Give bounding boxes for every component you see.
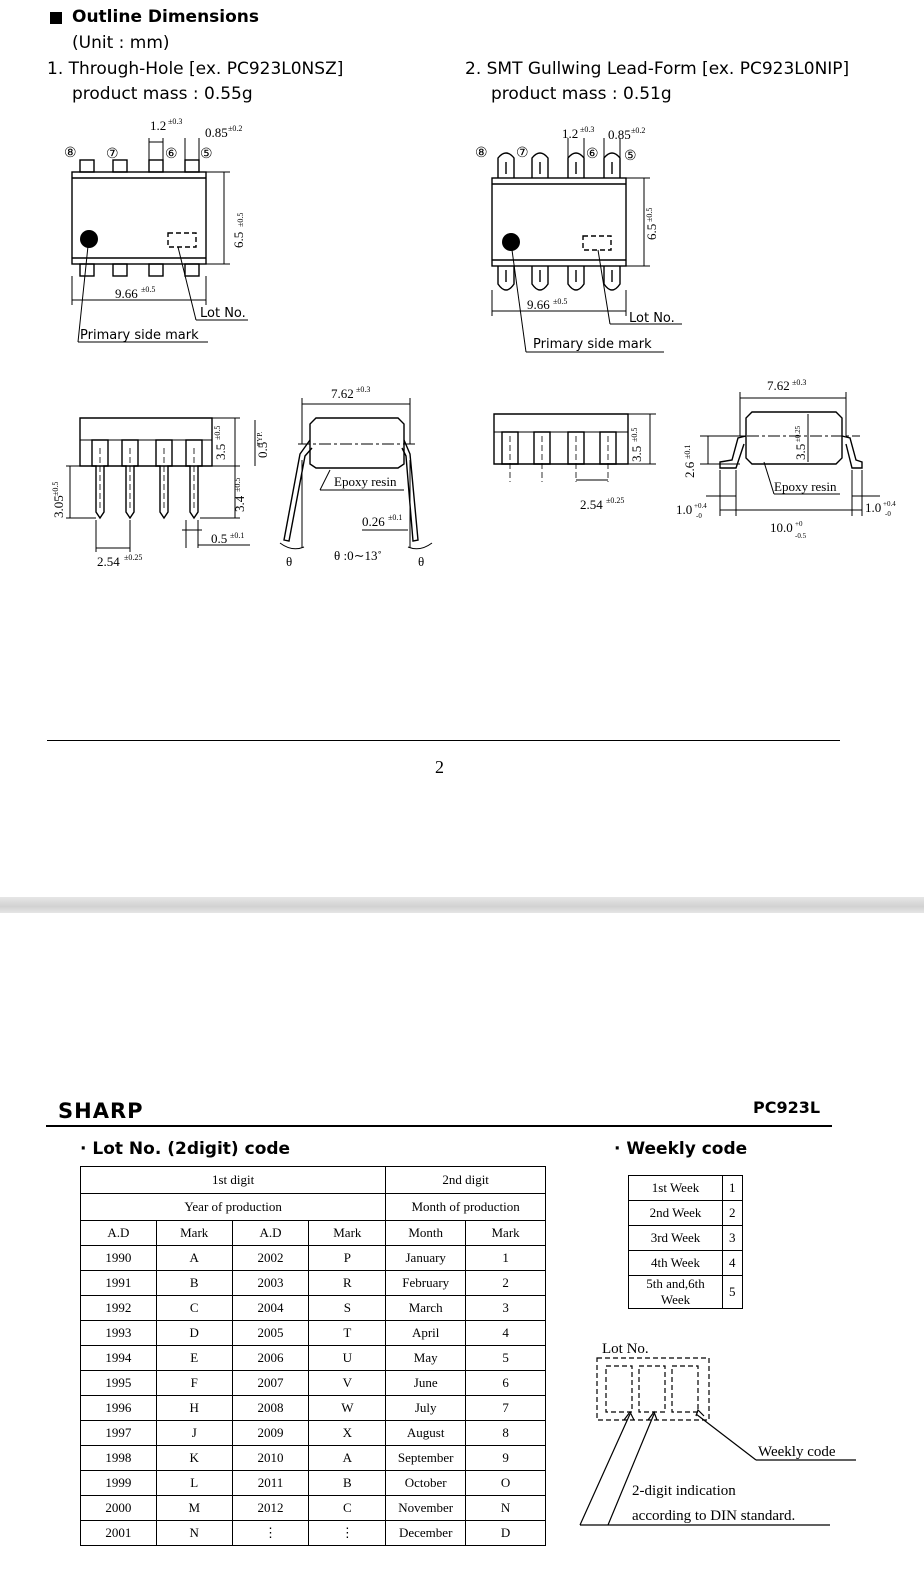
svg-text:3.05: 3.05: [51, 495, 66, 518]
table-cell: 2009: [232, 1421, 309, 1446]
table-cell: D: [156, 1321, 232, 1346]
table-cell: 5: [466, 1346, 546, 1371]
table-cell: 2008: [232, 1396, 309, 1421]
fig1-mass: product mass : 0.55g: [72, 84, 253, 104]
fig1-title: 1. Through-Hole [ex. PC923L0NSZ]: [47, 59, 344, 79]
fig1-top-view: [55, 112, 285, 352]
svg-text:Weekly code: Weekly code: [758, 1444, 836, 1460]
svg-text:θ: θ: [418, 554, 425, 569]
header-month: Month of production: [386, 1194, 546, 1221]
table-cell: 2011: [232, 1471, 309, 1496]
week-code: 3: [723, 1226, 743, 1251]
svg-text:3.4: 3.4: [232, 495, 247, 512]
header-rule: [46, 1125, 832, 1127]
weekly-code-title: · Weekly code: [614, 1139, 748, 1159]
table-cell: 3: [466, 1296, 546, 1321]
table-cell: March: [386, 1296, 466, 1321]
table-cell: A: [309, 1446, 386, 1471]
table-row: [629, 1226, 743, 1251]
svg-text:2.54: 2.54: [97, 554, 120, 569]
weekly-code-table: [628, 1175, 743, 1309]
table-cell: E: [156, 1346, 232, 1371]
table-cell: N: [156, 1521, 232, 1546]
fig2-side-view: [485, 400, 665, 520]
table-cell: 2000: [81, 1496, 157, 1521]
svg-text:±0.5: ±0.5: [213, 425, 222, 440]
col-header: A.D: [81, 1221, 157, 1246]
svg-text:3.5: 3.5: [213, 443, 228, 460]
svg-text:2-digit indication: 2-digit indication: [632, 1483, 736, 1499]
svg-text:⑦: ⑦: [516, 146, 529, 161]
table-cell: September: [386, 1446, 466, 1471]
table-row: [81, 1321, 546, 1346]
svg-text:Epoxy resin: Epoxy resin: [334, 474, 397, 489]
table-cell: 1997: [81, 1421, 157, 1446]
table-cell: 1991: [81, 1271, 157, 1296]
table-cell: July: [386, 1396, 466, 1421]
table-cell: 1990: [81, 1246, 157, 1271]
section-title: Outline Dimensions: [72, 7, 260, 27]
week-code: 4: [723, 1251, 743, 1276]
brand-logo: SHARP: [58, 1099, 144, 1123]
table-cell: T: [309, 1321, 386, 1346]
table-cell: 1994: [81, 1346, 157, 1371]
svg-text:±0.5: ±0.5: [630, 427, 639, 442]
table-cell: R: [309, 1271, 386, 1296]
table-row: [81, 1246, 546, 1271]
table-cell: May: [386, 1346, 466, 1371]
svg-text:Lot No.: Lot No.: [200, 306, 246, 321]
header-year: Year of production: [81, 1194, 386, 1221]
table-cell: 7: [466, 1396, 546, 1421]
table-cell: November: [386, 1496, 466, 1521]
week-code: 1: [723, 1176, 743, 1201]
table-cell: 8: [466, 1421, 546, 1446]
table-cell: K: [156, 1446, 232, 1471]
svg-text:±0.5: ±0.5: [51, 481, 60, 496]
svg-text:3.5: 3.5: [793, 443, 808, 460]
svg-text:+0.4: +0.4: [883, 500, 896, 508]
table-cell: 1998: [81, 1446, 157, 1471]
svg-text:3.5: 3.5: [629, 445, 644, 462]
table-row: [629, 1276, 743, 1309]
fig2-end-view: [670, 375, 915, 545]
table-cell: 1992: [81, 1296, 157, 1321]
table-cell: 2007: [232, 1371, 309, 1396]
col-header: Mark: [156, 1221, 232, 1246]
page-number: 2: [435, 757, 444, 777]
table-cell: 4: [466, 1321, 546, 1346]
svg-text:9.66: 9.66: [115, 286, 138, 301]
week-label: 1st Week: [629, 1176, 723, 1201]
table-cell: C: [309, 1496, 386, 1521]
table-cell: February: [386, 1271, 466, 1296]
table-cell: V: [309, 1371, 386, 1396]
svg-text:according to DIN standard.: according to DIN standard.: [632, 1508, 796, 1524]
col-header: Mark: [466, 1221, 546, 1246]
svg-text:7.62: 7.62: [331, 386, 354, 401]
table-cell: U: [309, 1346, 386, 1371]
svg-text:θ :0∼13˚: θ :0∼13˚: [334, 548, 382, 563]
svg-text:±0.25: ±0.25: [124, 553, 143, 562]
svg-text:⑤: ⑤: [200, 147, 213, 162]
fig2-top-view: [470, 112, 695, 362]
svg-text:0.85: 0.85: [205, 125, 228, 140]
svg-text:θ: θ: [286, 554, 293, 569]
svg-text:±0.2: ±0.2: [228, 124, 243, 133]
table-cell: J: [156, 1421, 232, 1446]
table-cell: 2003: [232, 1271, 309, 1296]
svg-text:6.5: 6.5: [644, 223, 659, 240]
week-label: 5th and,6th Week: [629, 1276, 723, 1309]
svg-text:±0.5: ±0.5: [233, 477, 242, 492]
table-cell: August: [386, 1421, 466, 1446]
table-cell: 2010: [232, 1446, 309, 1471]
table-cell: H: [156, 1396, 232, 1421]
table-cell: N: [466, 1496, 546, 1521]
svg-text:±0.1: ±0.1: [683, 444, 692, 459]
table-cell: P: [309, 1246, 386, 1271]
table-cell: 2006: [232, 1346, 309, 1371]
page-2: [0, 913, 924, 1581]
table-cell: June: [386, 1371, 466, 1396]
table-row: [629, 1201, 743, 1226]
footer-rule: [47, 740, 840, 741]
svg-text:⑧: ⑧: [475, 146, 488, 161]
svg-text:0.26: 0.26: [362, 514, 385, 529]
svg-text:⑦: ⑦: [106, 147, 119, 162]
table-cell: 1993: [81, 1321, 157, 1346]
table-cell: S: [309, 1296, 386, 1321]
table-cell: X: [309, 1421, 386, 1446]
table-cell: 1999: [81, 1471, 157, 1496]
svg-text:±0.3: ±0.3: [168, 117, 183, 126]
svg-text:-0: -0: [885, 510, 891, 518]
svg-text:±0.5: ±0.5: [236, 212, 245, 227]
table-row: [81, 1496, 546, 1521]
table-cell: M: [156, 1496, 232, 1521]
svg-text:2.6: 2.6: [682, 461, 697, 478]
svg-text:Epoxy resin: Epoxy resin: [774, 479, 837, 494]
svg-text:±0.25: ±0.25: [794, 425, 802, 442]
table-cell: 1: [466, 1246, 546, 1271]
table-row: [629, 1176, 743, 1201]
svg-text:0.85: 0.85: [608, 127, 631, 142]
table-cell: 2001: [81, 1521, 157, 1546]
svg-text:1.0: 1.0: [865, 500, 882, 515]
svg-text:0.5: 0.5: [255, 441, 270, 458]
table-row: [81, 1271, 546, 1296]
lot-code-table: [80, 1166, 546, 1546]
table-cell: ⋮: [232, 1521, 309, 1546]
svg-text:±0.5: ±0.5: [553, 297, 568, 306]
table-cell: April: [386, 1321, 466, 1346]
table-cell: 1996: [81, 1396, 157, 1421]
table-row: [81, 1396, 546, 1421]
svg-text:±0.25: ±0.25: [606, 496, 625, 505]
primary-mark-dot: [502, 233, 520, 251]
table-row: [81, 1471, 546, 1496]
svg-text:-0.5: -0.5: [795, 532, 807, 540]
table-cell: 2002: [232, 1246, 309, 1271]
page-separator: [0, 897, 924, 913]
unit-label: (Unit : mm): [72, 33, 170, 53]
table-row: [81, 1521, 546, 1546]
svg-text:Lot No.: Lot No.: [629, 311, 675, 326]
table-cell: 1995: [81, 1371, 157, 1396]
fig2-mass: product mass : 0.51g: [491, 84, 672, 104]
lot-code-title: · Lot No. (2digit) code: [80, 1139, 291, 1159]
header-2nd-digit: 2nd digit: [386, 1167, 546, 1194]
table-cell: A: [156, 1246, 232, 1271]
col-header: Mark: [309, 1221, 386, 1246]
table-cell: ⋮: [309, 1521, 386, 1546]
table-cell: C: [156, 1296, 232, 1321]
table-cell: W: [309, 1396, 386, 1421]
table-row: [81, 1421, 546, 1446]
table-cell: B: [309, 1471, 386, 1496]
week-code: 5: [723, 1276, 743, 1309]
table-cell: 2005: [232, 1321, 309, 1346]
svg-text:6.5: 6.5: [231, 231, 246, 248]
part-number: PC923L: [753, 1098, 821, 1117]
table-row: [81, 1346, 546, 1371]
primary-mark-dot: [80, 230, 98, 248]
svg-text:1.0: 1.0: [676, 502, 693, 517]
week-label: 4th Week: [629, 1251, 723, 1276]
svg-text:0.5: 0.5: [211, 531, 228, 546]
svg-text:TYP.: TYP.: [256, 431, 264, 446]
svg-text:+0: +0: [795, 520, 803, 528]
table-cell: 2004: [232, 1296, 309, 1321]
svg-text:Primary side mark: Primary side mark: [533, 337, 652, 352]
table-cell: O: [466, 1471, 546, 1496]
table-cell: 9: [466, 1446, 546, 1471]
fig1-end-view: [270, 380, 445, 575]
table-row: [81, 1446, 546, 1471]
svg-text:⑥: ⑥: [165, 147, 178, 162]
svg-text:⑥: ⑥: [586, 147, 599, 162]
lot-number-diagram: [570, 1333, 870, 1533]
table-row: [81, 1296, 546, 1321]
svg-text:⑤: ⑤: [624, 149, 637, 164]
week-label: 2nd Week: [629, 1201, 723, 1226]
svg-text:2.54: 2.54: [580, 497, 603, 512]
table-cell: December: [386, 1521, 466, 1546]
svg-text:±0.1: ±0.1: [388, 513, 403, 522]
svg-text:±0.1: ±0.1: [230, 531, 245, 540]
header-1st-digit: 1st digit: [81, 1167, 386, 1194]
col-header: Month: [386, 1221, 466, 1246]
table-cell: 6: [466, 1371, 546, 1396]
table-row: [629, 1251, 743, 1276]
table-cell: January: [386, 1246, 466, 1271]
section-bullet-icon: [50, 12, 62, 24]
svg-text:±0.3: ±0.3: [580, 125, 595, 134]
svg-text:±0.2: ±0.2: [631, 126, 646, 135]
svg-text:1.2: 1.2: [562, 126, 579, 141]
svg-text:10.0: 10.0: [770, 520, 793, 535]
table-cell: F: [156, 1371, 232, 1396]
table-cell: B: [156, 1271, 232, 1296]
table-row: [81, 1371, 546, 1396]
svg-text:1.2: 1.2: [150, 118, 167, 133]
svg-text:±0.3: ±0.3: [356, 385, 371, 394]
svg-text:±0.3: ±0.3: [792, 378, 807, 387]
svg-text:Lot No.: Lot No.: [602, 1341, 649, 1357]
week-label: 3rd Week: [629, 1226, 723, 1251]
fig2-title: 2. SMT Gullwing Lead-Form [ex. PC923L0NIP]: [465, 59, 850, 79]
svg-text:±0.5: ±0.5: [141, 285, 156, 294]
svg-text:7.62: 7.62: [767, 378, 790, 393]
fig1-side-view: [45, 400, 270, 575]
table-cell: 2: [466, 1271, 546, 1296]
col-header: A.D: [232, 1221, 309, 1246]
svg-text:⑧: ⑧: [64, 146, 77, 161]
svg-text:+0.4: +0.4: [694, 502, 707, 510]
table-cell: October: [386, 1471, 466, 1496]
week-code: 2: [723, 1201, 743, 1226]
table-cell: L: [156, 1471, 232, 1496]
svg-text:±0.5: ±0.5: [645, 207, 654, 222]
svg-text:-0: -0: [696, 512, 702, 520]
table-cell: D: [466, 1521, 546, 1546]
svg-text:Primary side mark: Primary side mark: [80, 328, 199, 343]
svg-text:9.66: 9.66: [527, 297, 550, 312]
table-cell: 2012: [232, 1496, 309, 1521]
